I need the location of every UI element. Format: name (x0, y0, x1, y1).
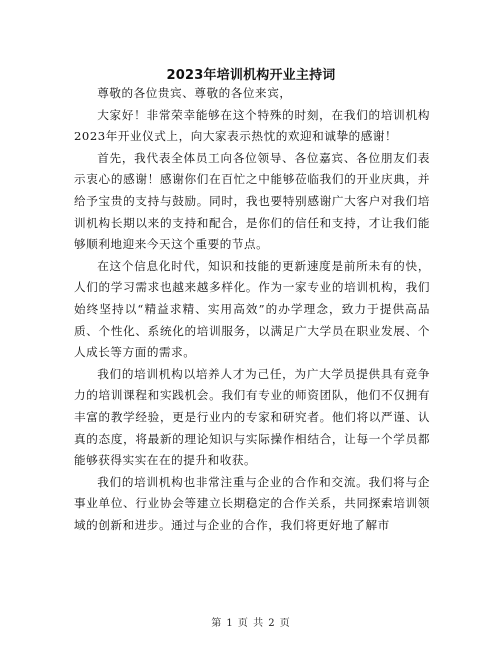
paragraph-thanks: 首先，我代表全体员工向各位领导、各位嘉宾、各位朋友们表示衷心的感谢！感谢你们在百忙之中能够莅临我们的开业庆典，并给予宝贵的支持与鼓励。同时，我也要特别感谢广大客户对我们培训机构长期以来的支持和配合，是你们的信任和支持，才让我们能够顺利地迎来今天这个重要的节点。 (74, 150, 430, 252)
paragraph-greeting: 大家好！非常荣幸能够在这个特殊的时刻，在我们的培训机构2023年开业仪式上，向大家表示热忱的欢迎和诚挚的感谢！ (74, 107, 430, 144)
paragraph-salutation: 尊敬的各位贵宾、尊敬的各位来宾， (97, 86, 292, 100)
document-title: 2023年培训机构开业主持词 (166, 68, 336, 83)
paragraph-philosophy: 在这个信息化时代，知识和技能的更新速度是前所未有的快，人们的学习需求也越来越多样化。作为一家专业的培训机构，我们始终坚持以“精益求精、实用高效”的办学理念，致力于提供高品质、个性化、系统化的培训服务，以满足广大学员在职业发展、个人成长等方面的需求。 (74, 258, 430, 360)
paragraph-teachers: 我们的培训机构以培养人才为己任，为广大学员提供具有竞争力的培训课程和实践机会。我们有专业的师资团队，他们不仅拥有丰富的教学经验，更是行业内的专家和研究者。他们将以严谨、认真的态度，将最新的理论知识与实际操作相结合，让每一个学员都能够获得实实在在的提升和收获。 (74, 366, 430, 468)
paragraph-cooperation: 我们的培训机构也非常注重与企业的合作和交流。我们将与企事业单位、行业协会等建立长期稳定的合作关系，共同探索培训领域的创新和进步。通过与企业的合作，我们将更好地了解市 (74, 474, 430, 532)
page-number: 第 1 页 共 2 页 (211, 618, 291, 629)
document-body (74, 83, 430, 536)
